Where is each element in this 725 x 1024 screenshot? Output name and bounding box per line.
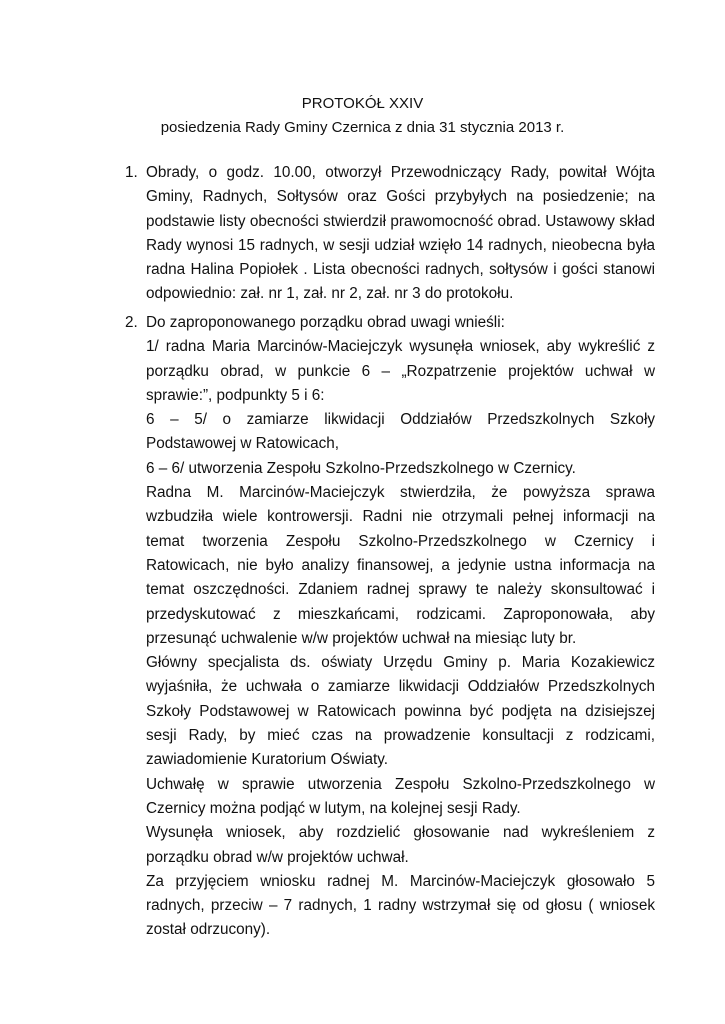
paragraph: Uchwałę w sprawie utworzenia Zespołu Szkolno-Przedszkolnego w Czernicy można podjąć w lutym, na kolejnej sesji Rady. (146, 775, 655, 817)
document-title: PROTOKÓŁ XXIV (301, 95, 424, 112)
item-number: 2. (125, 314, 138, 331)
item-number: 1. (125, 164, 138, 181)
paragraph: 6 – 5/ o zamiarze likwidacji Oddziałów Przedszkolnych Szkoły Podstawowej w Ratowicach, (146, 411, 655, 453)
paragraph: Główny specjalista ds. oświaty Urzędu Gminy p. Maria Kozakiewicz wyjaśniła, że uchwała o zamiarze likwidacji Oddziałów Przedszkolnych Szkoły Podstawowej w Ratowicach powinna być podjęta na dzisiejszej sesji Rady, by mieć czas na prowadzenie konsultacji z rodzicami, zawiadomienie Kuratorium Oświaty. (146, 654, 655, 769)
paragraph: Za przyjęciem wniosku radnej M. Marcinów-Maciejczyk głosowało 5 radnych, przeciw – 7 radnych, 1 radny wstrzymał się od głosu ( wniosek został odrzucony). (146, 872, 655, 939)
document-subtitle: posiedzenia Rady Gminy Czernica z dnia 31 stycznia 2013 r. (160, 119, 565, 136)
paragraph: 1/ radna Maria Marcinów-Maciejczyk wysunęła wniosek, aby wykreślić z porządku obrad, w punkcie 6 – „Rozpatrzenie projektów uchwał w sprawie:”, podpunkty 5 i 6: (146, 338, 655, 404)
item-text: Obrady, o godz. 10.00, otworzył Przewodniczący Rady, powitał Wójta Gminy, Radnych, Sołtysów oraz Gości przybyłych na posiedzenie; na podstawie listy obecności stwierdził prawomocność obrad. Ustawowy skład Rady wynosi 15 radnych, w sesji udział wzięło 14 radnych, nieobecna była radna Halina Popiołek . Lista obecności radnych, sołtysów i gości stanowi odpowiednio: zał. nr 1, zał. nr 2, zał. nr 3 do protokołu. (146, 164, 655, 303)
paragraph: 6 – 6/ utworzenia Zespołu Szkolno-Przedszkolnego w Czernicy. (146, 459, 576, 477)
item-intro: Do zaproponowanego porządku obrad uwagi wnieśli: (146, 314, 505, 331)
list-item (125, 311, 655, 943)
list-item (125, 161, 655, 307)
paragraph: Wysunęła wniosek, aby rozdzielić głosowanie nad wykreśleniem z porządku obrad w/w projektów uchwał. (146, 824, 655, 866)
paragraph: Radna M. Marcinów-Maciejczyk stwierdziła, że powyższa sprawa wzbudziła wiele kontrowersji. Radni nie otrzymali pełnej informacji na temat tworzenia Zespołu Szkolno-Przedszkolnego w Czernicy i Ratowicach, nie było analizy finansowej, a jedynie ustna informacja na temat oszczędności. Zdaniem radnej sprawy te należy skonsultować i przedyskutować z mieszkańcami, rodzicami. Zaproponowała, aby przesunąć uchwalenie w/w projektów uchwał na miesiąc luty br. (146, 484, 655, 647)
